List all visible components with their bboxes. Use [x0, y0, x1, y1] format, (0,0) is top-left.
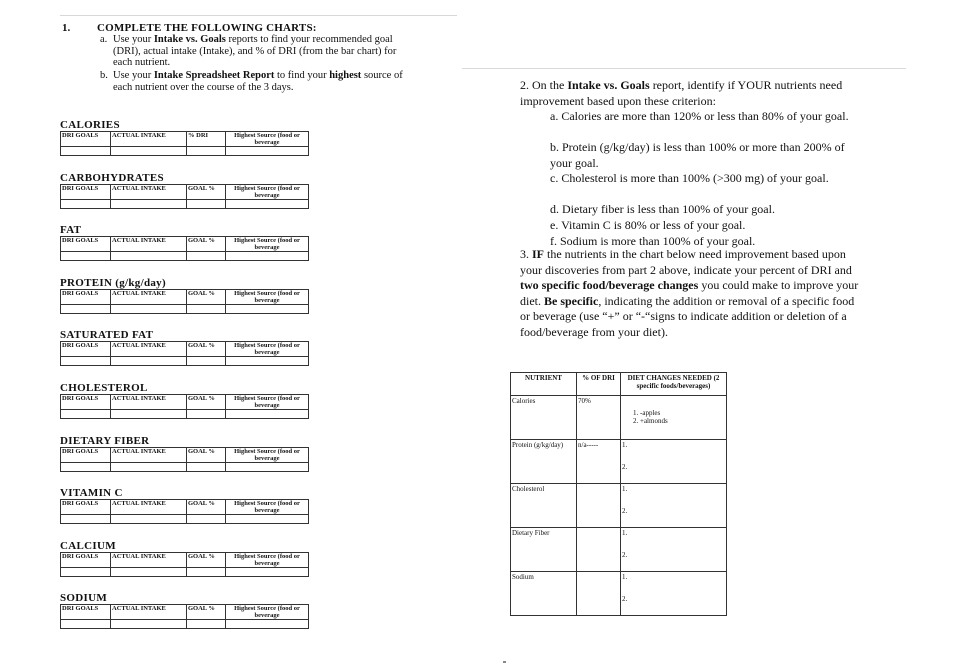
instruction-b-label: b. — [100, 70, 108, 81]
nutrient-name: Sodium — [511, 572, 577, 616]
chart-section-title: CALORIES — [60, 119, 120, 131]
column-header: Highest Source (food or beverage — [226, 289, 309, 304]
diet-changes-cell[interactable] — [621, 396, 727, 440]
diet-table-header: DIET CHANGES NEEDED (2 specific foods/beverages) — [621, 373, 727, 396]
change-1: 1. — [622, 485, 628, 493]
nutrient-name: Calories — [511, 396, 577, 440]
column-header: ACTUAL INTAKE — [111, 605, 187, 620]
entry-cell[interactable] — [187, 567, 226, 576]
entry-cell[interactable] — [187, 462, 226, 471]
chart-section — [60, 172, 310, 209]
entry-cell[interactable] — [226, 304, 309, 313]
change-2: 2. — [622, 507, 628, 515]
instruction-a-text: Use your Intake vs. Goals reports to find your recommended goal (DRI), actual intake (Intake), and % of DRI (from the bar chart) for each nutrient. — [113, 34, 397, 68]
diet-table-row — [511, 396, 727, 440]
column-header: DRI GOALS — [61, 289, 111, 304]
chart-section-title: FAT — [60, 224, 82, 237]
diet-changes-cell[interactable] — [621, 572, 727, 616]
instruction-b-text: Use your Intake Spreadsheet Report to find your highest source of each nutrient over the course of the 3 days. — [113, 70, 403, 93]
chart-section-title: CHOLESTEROL — [60, 382, 148, 394]
column-header: GOAL % — [187, 342, 226, 357]
nutrient-table — [60, 499, 309, 524]
entry-cell[interactable] — [61, 515, 111, 524]
entry-cell[interactable] — [187, 620, 226, 629]
top-rule-left — [60, 15, 457, 16]
chart-section — [60, 435, 310, 472]
entry-cell[interactable] — [61, 199, 111, 208]
column-header: Highest Source (food or beverage — [226, 500, 309, 515]
entry-cell[interactable] — [111, 147, 187, 156]
nutrient-table — [60, 552, 309, 577]
column-header: Highest Source (food or beverage — [226, 447, 309, 462]
column-header: GOAL % — [187, 395, 226, 410]
change-2: 2. — [622, 551, 628, 559]
question-1-number: 1. — [62, 22, 71, 34]
diet-table-row — [511, 484, 727, 528]
column-header: ACTUAL INTAKE — [111, 552, 187, 567]
entry-cell[interactable] — [226, 410, 309, 419]
entry-cell[interactable] — [226, 462, 309, 471]
chart-section-title: SODIUM — [60, 592, 108, 605]
chart-section — [60, 119, 310, 156]
column-header: Highest Source (food or beverage — [226, 132, 309, 147]
entry-cell[interactable] — [61, 567, 111, 576]
chart-section — [60, 382, 310, 419]
column-header: % DRI — [187, 132, 226, 147]
change-2: 2. — [622, 595, 628, 603]
column-header: Highest Source (food or beverage — [226, 184, 309, 199]
entry-cell[interactable] — [111, 304, 187, 313]
column-header: Highest Source (food or beverage — [226, 605, 309, 620]
criterion-item: e. Vitamin C is 80% or less of your goal. — [550, 218, 746, 232]
column-header: GOAL % — [187, 500, 226, 515]
entry-cell[interactable] — [111, 252, 187, 261]
entry-cell[interactable] — [187, 357, 226, 366]
nutrient-table — [60, 394, 309, 419]
column-header: ACTUAL INTAKE — [111, 447, 187, 462]
entry-cell[interactable] — [187, 304, 226, 313]
entry-cell[interactable] — [111, 199, 187, 208]
column-header: GOAL % — [187, 552, 226, 567]
nutrient-table — [60, 131, 309, 156]
entry-cell[interactable] — [61, 147, 111, 156]
nutrient-name: Dietary Fiber — [511, 528, 577, 572]
percent-dri-cell[interactable]: n/a----- — [577, 440, 621, 484]
chart-section — [60, 592, 310, 629]
diet-table-row — [511, 572, 727, 616]
percent-dri-cell[interactable]: 70% — [577, 396, 621, 440]
change-2: 2. — [622, 463, 628, 471]
diet-changes-cell[interactable] — [621, 440, 727, 484]
entry-cell[interactable] — [187, 199, 226, 208]
entry-cell[interactable] — [111, 567, 187, 576]
change-1: 1. -apples — [633, 409, 661, 417]
entry-cell[interactable] — [61, 462, 111, 471]
column-header: GOAL % — [187, 184, 226, 199]
column-header: Highest Source (food or beverage — [226, 552, 309, 567]
chart-section-title: VITAMIN C — [60, 487, 123, 500]
chart-section-title: CALCIUM — [60, 539, 116, 552]
question-2-prompt: 2. On the Intake vs. Goals report, identify if YOUR nutrients need improvement based upon these criterion: — [520, 78, 843, 108]
column-header: DRI GOALS — [61, 552, 111, 567]
nutrient-name: Protein (g/kg/day) — [511, 440, 577, 484]
criterion-item: b. Protein (g/kg/day) is less than 100% or more than 200% of your goal. — [550, 140, 845, 170]
question-3-prompt: 3. IF the nutrients in the chart below need improvement based upon your discoveries from part 2 above, indicate your percent of DRI and two specific food/beverage changes you could make to improve your diet. Be specific, indicating the addition or removal of a specific food or beverage (use “+” or “-“signs to indicate addition or deletion of a food/beverage from your diet). — [520, 247, 859, 339]
column-header: ACTUAL INTAKE — [111, 237, 187, 252]
nutrient-name: Cholesterol — [511, 484, 577, 528]
entry-cell[interactable] — [226, 199, 309, 208]
page-marker — [503, 661, 506, 663]
column-header: DRI GOALS — [61, 500, 111, 515]
chart-section-title: DIETARY FIBER — [60, 434, 150, 447]
entry-cell[interactable] — [226, 620, 309, 629]
column-header: ACTUAL INTAKE — [111, 289, 187, 304]
criterion-item: c. Cholesterol is more than 100% (>300 mg) of your goal. — [550, 171, 829, 185]
diet-table-header: % OF DRI — [577, 373, 621, 396]
column-header: ACTUAL INTAKE — [111, 342, 187, 357]
nutrient-table — [60, 447, 309, 472]
column-header: ACTUAL INTAKE — [111, 184, 187, 199]
column-header: GOAL % — [187, 605, 226, 620]
column-header: DRI GOALS — [61, 605, 111, 620]
entry-cell[interactable] — [111, 620, 187, 629]
change-1: 1. — [622, 529, 628, 537]
column-header: ACTUAL INTAKE — [111, 132, 187, 147]
entry-cell[interactable] — [111, 357, 187, 366]
column-header: DRI GOALS — [61, 237, 111, 252]
chart-section-title: CARBOHYDRATES — [60, 171, 164, 184]
nutrient-table — [60, 236, 309, 261]
column-header: ACTUAL INTAKE — [111, 395, 187, 410]
change-1: 1. — [622, 441, 628, 449]
entry-cell[interactable] — [226, 147, 309, 156]
entry-cell[interactable] — [111, 410, 187, 419]
percent-dri-cell[interactable] — [577, 484, 621, 528]
entry-cell[interactable] — [226, 515, 309, 524]
chart-section — [60, 540, 310, 577]
column-header: ACTUAL INTAKE — [111, 500, 187, 515]
column-header: Highest Source (food or beverage — [226, 237, 309, 252]
column-header: GOAL % — [187, 237, 226, 252]
entry-cell[interactable] — [226, 567, 309, 576]
chart-section — [60, 329, 310, 366]
column-header: DRI GOALS — [61, 184, 111, 199]
entry-cell[interactable] — [61, 357, 111, 366]
diet-changes-cell[interactable] — [621, 484, 727, 528]
nutrient-table — [60, 604, 309, 629]
percent-dri-cell[interactable] — [577, 528, 621, 572]
change-1: 1. — [622, 573, 628, 581]
column-header: Highest Source (food or beverage — [226, 395, 309, 410]
instruction-a-label: a. — [100, 34, 108, 45]
criterion-item: f. Sodium is more than 100% of your goal. — [550, 234, 756, 248]
criterion-item: d. Dietary fiber is less than 100% of your goal. — [550, 202, 775, 216]
nutrient-table — [60, 184, 309, 209]
diet-table-row — [511, 528, 727, 572]
criterion-item: a. Calories are more than 120% or less than 80% of your goal. — [550, 109, 849, 123]
diet-changes-cell[interactable] — [621, 528, 727, 572]
diet-table-row — [511, 440, 727, 484]
entry-cell[interactable] — [187, 515, 226, 524]
chart-section — [60, 224, 310, 261]
change-2: 2. +almonds — [633, 417, 668, 425]
column-header: DRI GOALS — [61, 132, 111, 147]
column-header: Highest Source (food or beverage — [226, 342, 309, 357]
chart-section — [60, 487, 310, 524]
diet-changes-table — [510, 372, 727, 616]
entry-cell[interactable] — [61, 304, 111, 313]
chart-section-title: PROTEIN (g/kg/day) — [60, 276, 166, 289]
entry-cell[interactable] — [187, 252, 226, 261]
nutrient-table — [60, 341, 309, 366]
diet-table-header: NUTRIENT — [511, 373, 577, 396]
column-header: DRI GOALS — [61, 342, 111, 357]
top-rule-right — [462, 68, 906, 69]
entry-cell[interactable] — [187, 147, 226, 156]
nutrient-table — [60, 289, 309, 314]
entry-cell[interactable] — [226, 252, 309, 261]
column-header: GOAL % — [187, 447, 226, 462]
chart-section — [60, 277, 310, 314]
entry-cell[interactable] — [61, 252, 111, 261]
entry-cell[interactable] — [111, 462, 187, 471]
entry-cell[interactable] — [61, 410, 111, 419]
entry-cell[interactable] — [226, 357, 309, 366]
entry-cell[interactable] — [61, 620, 111, 629]
entry-cell[interactable] — [111, 515, 187, 524]
column-header: DRI GOALS — [61, 447, 111, 462]
chart-section-title: SATURATED FAT — [60, 329, 154, 342]
question-1-title: COMPLETE THE FOLLOWING CHARTS: — [97, 22, 317, 34]
percent-dri-cell[interactable] — [577, 572, 621, 616]
entry-cell[interactable] — [187, 410, 226, 419]
column-header: GOAL % — [187, 289, 226, 304]
column-header: DRI GOALS — [61, 395, 111, 410]
